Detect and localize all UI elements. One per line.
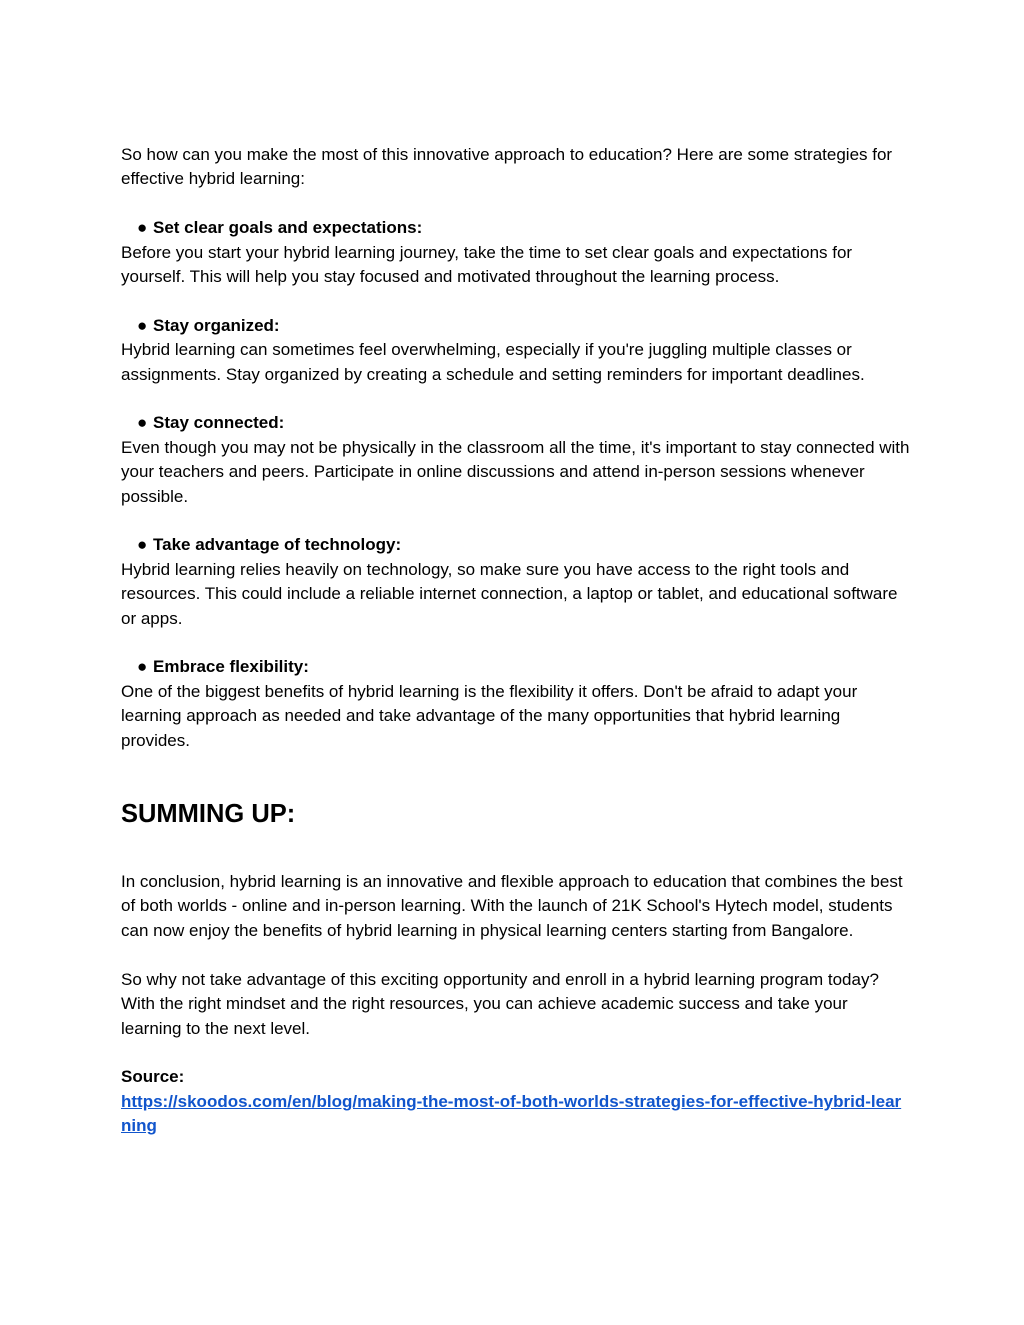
strategy-item: [121, 411, 911, 509]
strategy-title: [121, 411, 911, 435]
strategy-title-text: Stay organized:: [153, 315, 280, 335]
strategy-title-text: Stay connected:: [153, 413, 285, 433]
strategy-title-text: Take advantage of technology:: [153, 535, 402, 555]
section-heading: SUMMING UP:: [121, 800, 296, 829]
strategy-item: [121, 533, 911, 631]
bullet-icon: ●: [137, 315, 148, 335]
strategy-title: [121, 314, 911, 338]
bullet-icon: ●: [137, 218, 148, 238]
summary-paragraph: So why not take advantage of this exciting opportunity and enroll in a hybrid learning program today? With the right mindset and the right resources, you can achieve academic success and take your learning to the next level.: [121, 969, 879, 1038]
document-page: [121, 143, 911, 1139]
bullet-icon: ●: [137, 657, 148, 677]
summary-paragraph: In conclusion, hybrid learning is an innovative and flexible approach to education that combines the best of both worlds - online and in-person learning. With the launch of 21K School's Hytech model, students can now enjoy the benefits of hybrid learning in physical learning centers starting from Bangalore.: [121, 872, 903, 940]
source-link[interactable]: https://skoodos.com/en/blog/making-the-most-of-both-worlds-strategies-for-effective-hybrid-learning: [121, 1091, 902, 1136]
source-label: Source:: [121, 1067, 185, 1087]
intro-paragraph: So how can you make the most of this innovative approach to education? Here are some strategies for effective hybrid learning:: [121, 145, 893, 189]
strategy-item: [121, 216, 911, 289]
strategy-item: [121, 314, 911, 387]
strategy-item: [121, 655, 911, 753]
bullet-icon: ●: [137, 413, 148, 433]
strategy-body: Even though you may not be physically in the classroom all the time, it's important to stay connected with your teachers and peers. Participate in online discussions and attend in-person sessions whenever possible.: [121, 437, 910, 506]
strategy-title: [121, 216, 911, 240]
strategy-body: Hybrid learning relies heavily on technology, so make sure you have access to the right tools and resources. This could include a reliable internet connection, a laptop or tablet, and educational software or apps.: [121, 559, 898, 628]
strategy-title: [121, 533, 911, 557]
bullet-icon: ●: [137, 535, 148, 555]
strategy-title-text: Set clear goals and expectations:: [153, 218, 423, 238]
strategy-body: Before you start your hybrid learning journey, take the time to set clear goals and expectations for yourself. This will help you stay focused and motivated throughout the learning process.: [121, 242, 853, 287]
strategy-title: [121, 655, 911, 679]
strategy-body: Hybrid learning can sometimes feel overwhelming, especially if you're juggling multiple classes or assignments. Stay organized by creating a schedule and setting reminders for important deadlines.: [121, 340, 865, 384]
strategy-title-text: Embrace flexibility:: [153, 657, 309, 677]
strategy-body: One of the biggest benefits of hybrid learning is the flexibility it offers. Don't be afraid to adapt your learning approach as needed and take advantage of the many opportunities that hybrid learning provides.: [121, 681, 858, 750]
